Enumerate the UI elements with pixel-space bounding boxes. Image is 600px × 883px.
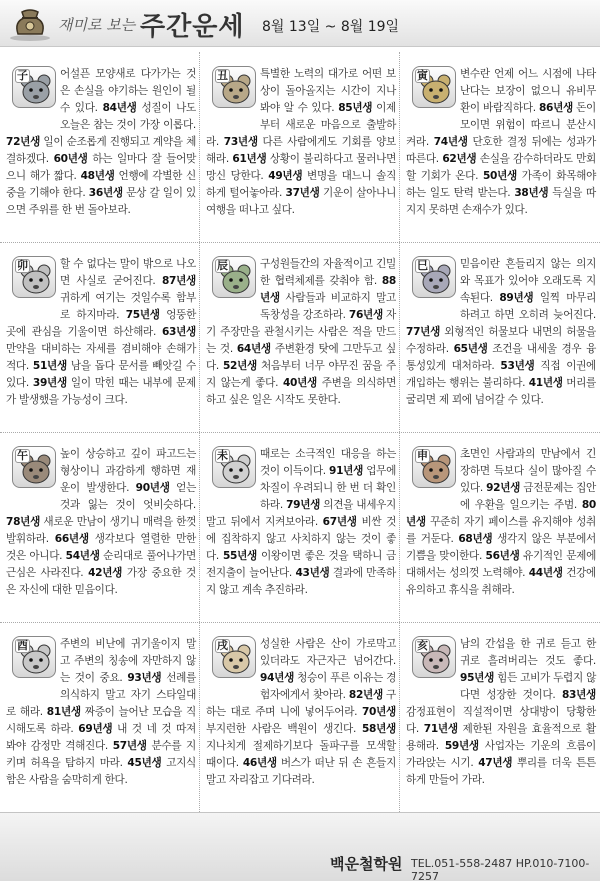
fortune-sentence: 주변환경 탓에 그만두고 싶다. xyxy=(206,343,396,372)
fortune-text xyxy=(206,66,396,219)
birth-year: 90년생 xyxy=(135,482,170,494)
fortune-text xyxy=(206,446,396,599)
fortune-sentence: 얻는 것과 잃는 것이 엇비슷하다. xyxy=(60,482,197,511)
birth-year: 50년생 xyxy=(482,170,517,182)
zodiac-hanja: 午 xyxy=(17,449,28,462)
fortune-text xyxy=(6,66,196,219)
fortune-sentence: 직접 이권에 개입하는 행위는 불리하다. xyxy=(406,360,596,389)
birth-year: 55년생 xyxy=(222,550,257,562)
birth-year: 46년생 xyxy=(242,757,277,769)
birth-year: 43년생 xyxy=(295,567,330,579)
birth-year: 57년생 xyxy=(112,740,147,752)
fortune-sentence: 금전문제는 집안에 우환을 일으키는 주범. xyxy=(460,482,596,511)
birth-year: 45년생 xyxy=(127,757,162,769)
zodiac-hanja: 巳 xyxy=(417,259,428,272)
birth-year: 92년생 xyxy=(486,482,521,494)
birth-year: 74년생 xyxy=(433,136,468,148)
birth-year: 82년생 xyxy=(348,689,383,701)
birth-year: 58년생 xyxy=(361,723,396,735)
fortune-sentence: 자기 주장만을 관철시키는 사람은 적을 만드는 것. xyxy=(206,309,396,355)
birth-year: 49년생 xyxy=(268,170,303,182)
zodiac-hanja: 卯 xyxy=(17,259,28,272)
birth-year: 69년생 xyxy=(78,723,113,735)
zodiac-hanja: 丑 xyxy=(217,69,228,82)
zodiac-cell xyxy=(202,242,400,430)
birth-year: 61년생 xyxy=(232,153,267,165)
birth-year: 56년생 xyxy=(485,550,520,562)
zodiac-hanja: 寅 xyxy=(417,69,428,82)
zodiac-hanja: 未 xyxy=(217,449,228,462)
fortune-sentence: 업무에 차질이 우려되니 한 번 더 확인하라. xyxy=(260,465,396,511)
birth-year: 52년생 xyxy=(222,360,257,372)
birth-year: 75년생 xyxy=(125,309,160,321)
birth-year: 71년생 xyxy=(423,723,458,735)
fortune-sentence: 제한된 자원을 효율적으로 활용해라. xyxy=(406,723,596,752)
fortune-bag-icon xyxy=(8,4,52,42)
fortune-sentence: 생각보다 열렬한 만한 것은 아니다. xyxy=(6,533,196,562)
fortune-sentence: 일이 순조롭게 진행되고 계약을 체결하겠다. xyxy=(6,136,196,165)
zodiac-hanja: 戌 xyxy=(217,639,228,652)
birth-year: 44년생 xyxy=(528,567,563,579)
footer xyxy=(0,812,600,881)
birth-year: 48년생 xyxy=(80,170,115,182)
fortune-text xyxy=(6,256,196,409)
birth-year: 60년생 xyxy=(53,153,88,165)
fortune-sentence: 선례를 의식하지 말고 자기 스타일대로 해라. xyxy=(6,672,197,718)
fortune-sentence: 짜증이 늘어난 모습을 직시해도록 하라. xyxy=(6,706,196,735)
birth-year: 59년생 xyxy=(444,740,479,752)
fortune-sentence: 순리대로 풀어나가면 근심은 사라진다. xyxy=(6,550,196,579)
birth-year: 88년생 xyxy=(260,275,396,304)
birth-year: 39년생 xyxy=(32,377,67,389)
fortune-grid xyxy=(0,52,600,812)
birth-year: 91년생 xyxy=(329,465,364,477)
fortune-sentence: 건강에 유의하고 휴식을 취해라. xyxy=(406,567,596,596)
birth-year: 79년생 xyxy=(286,499,321,511)
fortune-sentence: 버스가 떠난 뒤 손 흔들지 말고 자리잡고 기다려라. xyxy=(206,757,396,786)
birth-year: 85년생 xyxy=(338,102,373,114)
zodiac-cell xyxy=(202,432,400,620)
birth-year: 65년생 xyxy=(453,343,488,355)
birth-year: 72년생 xyxy=(6,136,41,148)
birth-year: 73년생 xyxy=(223,136,258,148)
fortune-sentence: 초면인 사람과의 만남에서 긴장하면 득보다 실이 많아질 수 있다. xyxy=(460,448,596,494)
birth-year: 81년생 xyxy=(46,706,81,718)
fortune-sentence: 남의 간섭을 한 귀로 듣고 한 귀로 흘려버리는 것도 좋다. xyxy=(460,638,596,667)
fortune-text xyxy=(406,66,596,219)
fortune-sentence: 상황이 불리하다고 물러나면 망신 당한다. xyxy=(206,153,396,182)
fortune-sentence: 이왕이면 좋은 것을 택하니 금전지출이 늘어난다. xyxy=(206,550,396,579)
birth-year: 62년생 xyxy=(442,153,477,165)
birth-year: 86년생 xyxy=(538,102,573,114)
fortune-sentence: 청승이 푸른 이유는 경험자에게서 찾아라. xyxy=(260,672,396,701)
zodiac-cell xyxy=(202,622,400,810)
fortune-sentence: 변수란 언제 어느 시점에 나타난다는 보장이 없으니 유비무환이 바람직하다. xyxy=(460,68,596,114)
birth-year: 66년생 xyxy=(54,533,89,545)
fortune-sentence: 구하는 대로 주며 니에 넣어두어라. xyxy=(206,689,396,718)
fortune-sentence: 이제부터 새로운 마음으로 출발하라. xyxy=(206,102,396,148)
birth-year: 87년생 xyxy=(161,275,196,287)
fortune-sentence: 유기적인 문제에 대해서는 성의껏 노력해야. xyxy=(406,550,596,579)
fortune-sentence: 득실을 따지지 못하면 손재수가 있다. xyxy=(406,187,596,216)
fortune-sentence: 의견을 내세우지 말고 뒤에서 지켜보아라. xyxy=(206,499,396,528)
fortune-text xyxy=(206,256,396,409)
fortune-sentence: 귀하게 여기는 것일수록 함부로 하지마라. xyxy=(60,292,196,321)
fortune-sentence: 단호한 결정 뒤에는 성과가 따른다. xyxy=(406,136,596,165)
fortune-sentence: 엉뚱한 곳에 관심을 기울이면 하산해라. xyxy=(6,309,196,338)
fortune-sentence: 일이 막힌 때는 내부에 문제가 발생했을 가능성이 크다. xyxy=(6,377,196,406)
fortune-sentence: 믿음이란 흔들리지 않는 의지와 목표가 있어야 오래도록 지속된다. xyxy=(460,258,596,304)
fortune-sentence: 돈이 모이면 위험이 따르니 분산시켜라. xyxy=(406,102,596,148)
birth-year: 38년생 xyxy=(514,187,549,199)
birth-year: 41년생 xyxy=(528,377,563,389)
fortune-sentence: 성질이 나도 오늘은 참는 것이 가장 이롭다. xyxy=(60,102,196,131)
birth-year: 93년생 xyxy=(127,672,162,684)
page-title: 주간운세 xyxy=(140,12,245,42)
fortune-sentence: 사람들과 비교하지 말고 독창성을 강조하라. xyxy=(260,292,396,321)
birth-year: 77년생 xyxy=(406,326,441,338)
fortune-text xyxy=(206,636,396,789)
contact-info: TEL.051-558-2487 HP.010-7100-7257 xyxy=(411,857,590,883)
zodiac-cell xyxy=(402,52,600,240)
fortune-sentence: 하는 일마다 잘 들어맞으니 해가 짧다. xyxy=(6,153,196,182)
birth-year: 83년생 xyxy=(561,689,596,701)
fortune-sentence: 변명을 대느니 솔직하게 털어놓아라. xyxy=(206,170,396,199)
zodiac-hanja: 亥 xyxy=(417,639,428,652)
zodiac-hanja: 子 xyxy=(17,69,28,82)
zodiac-cell xyxy=(402,622,600,810)
birth-year: 36년생 xyxy=(88,187,123,199)
fortune-sentence: 내 것 네 것 따져 봐야 감정만 격해진다. xyxy=(6,723,196,752)
fortune-text xyxy=(406,256,596,409)
birth-year: 95년생 xyxy=(460,672,495,684)
header xyxy=(0,0,600,47)
fortune-sentence: 가족이 화목해야 하는 일도 탄력 받는다. xyxy=(406,170,596,199)
fortune-sentence: 분수를 지키며 허욕을 탐하지 마라. xyxy=(6,740,196,769)
birth-year: 63년생 xyxy=(161,326,196,338)
fortune-sentence: 새로운 만남이 생기니 매력을 한껏 발휘하라. xyxy=(6,516,196,545)
fortune-sentence: 구성원들간의 자율적이고 긴밀한 협력체제를 갖춰야 함. xyxy=(260,258,396,287)
fortune-sentence: 머리를 굴리면 제 꾀에 넘어갈 수 있다. xyxy=(406,377,596,406)
zodiac-cell xyxy=(2,432,200,620)
birth-year: 84년생 xyxy=(102,102,137,114)
fortune-sentence: 감정표현이 직설적이면 상대방이 당황한다. xyxy=(406,706,596,735)
fortune-sentence: 특별한 노력의 대가로 어떤 보상이 돌아올지는 시간이 지나봐야 알 수 있다. xyxy=(260,68,396,114)
fortune-sentence: 조건을 내세울 경우 융통성있게 대처하라. xyxy=(406,343,596,372)
fortune-sentence: 만약을 대비하는 자세를 겸비해야 손해가 적다. xyxy=(6,343,196,372)
fortune-sentence: 할 수 없다는 말이 밖으로 나오면 사실로 굳어진다. xyxy=(60,258,196,287)
zodiac-hanja: 辰 xyxy=(217,259,228,272)
birth-year: 53년생 xyxy=(500,360,535,372)
birth-year: 89년생 xyxy=(499,292,534,304)
fortune-text xyxy=(406,636,596,789)
fortune-sentence: 높이 상승하고 깊이 파고드는 형상이니 과감하게 행하면 재운이 발생한다. xyxy=(60,448,196,494)
birth-year: 67년생 xyxy=(322,516,357,528)
academy-name: 백운철학원 xyxy=(330,855,403,873)
fortune-sentence: 사업자는 기운의 흐름이 가라앉는 시기. xyxy=(406,740,596,769)
fortune-sentence: 꾸준히 자기 페이스를 유지해야 성취를 거둔다. xyxy=(406,516,596,545)
fortune-text xyxy=(406,446,596,599)
fortune-sentence: 어설픈 모양새로 다가가는 것은 손실을 야기하는 원인이 될 수 있다. xyxy=(60,68,196,114)
birth-year: 54년생 xyxy=(65,550,100,562)
fortune-sentence: 생각지 않은 부분에서 기쁨을 맞이한다. xyxy=(406,533,596,562)
subtitle: 재미로 보는 xyxy=(58,16,136,34)
fortune-sentence: 언행에 각별한 신중을 기해야 한다. xyxy=(6,170,196,199)
fortune-sentence: 힘든 고비가 두렵지 않다면 성장한 것이다. xyxy=(460,672,596,701)
fortune-sentence: 가장 중요한 것은 자신에 대한 믿음이다. xyxy=(6,567,196,596)
zodiac-hanja: 酉 xyxy=(17,639,28,652)
zodiac-cell xyxy=(202,52,400,240)
fortune-sentence: 성실한 사람은 산이 가로막고 있더라도 자근자근 넘어간다. xyxy=(260,638,396,667)
fortune-sentence: 비싼 것에 집착하지 않고 사치하지 않는 것이 좋다. xyxy=(206,516,396,562)
fortune-sentence: 다른 사람에게도 기회를 양보해라. xyxy=(206,136,396,165)
birth-year: 70년생 xyxy=(361,706,396,718)
birth-year: 51년생 xyxy=(32,360,67,372)
fortune-sentence: 주변의 비난에 귀기울이지 말고 주변의 칭송에 자만하지 않는 것이 중요. xyxy=(60,638,196,684)
zodiac-cell xyxy=(402,432,600,620)
fortune-sentence: 결과에 만족하지 않고 계속 추진하라. xyxy=(206,567,396,596)
fortune-sentence: 지나치게 절제하기보다 돌파구를 모색할 때이다. xyxy=(206,740,396,769)
zodiac-cell xyxy=(402,242,600,430)
fortune-sentence: 외형적인 허물보다 내면의 허물을 수정하라. xyxy=(406,326,596,355)
fortune-sentence: 주변을 의식하면 하고 싶은 일은 시작도 못한다. xyxy=(206,377,396,406)
fortune-text xyxy=(6,446,196,599)
birth-year: 37년생 xyxy=(285,187,320,199)
birth-year: 64년생 xyxy=(236,343,271,355)
date-range: 8월 13일 ~ 8월 19일 xyxy=(262,19,400,35)
birth-year: 78년생 xyxy=(6,516,41,528)
fortune-sentence: 때로는 소극적인 대응을 하는 것이 이득이다. xyxy=(260,448,396,477)
birth-year: 68년생 xyxy=(458,533,493,545)
fortune-sentence: 처음부터 너무 야무진 꿈을 주지 않는게 좋다. xyxy=(206,360,396,389)
birth-year: 80년생 xyxy=(406,499,596,528)
fortune-sentence: 손실을 감수하더라도 만회할 기회가 온다. xyxy=(406,153,596,182)
zodiac-hanja: 申 xyxy=(417,449,428,462)
birth-year: 76년생 xyxy=(348,309,383,321)
birth-year: 47년생 xyxy=(478,757,513,769)
fortune-sentence: 남을 돕다 문서를 빼앗길 수 있다. xyxy=(6,360,196,389)
zodiac-cell xyxy=(2,52,200,240)
fortune-sentence: 문상 갈 일이 있으면 주위를 한 번 돌아보라. xyxy=(6,187,196,216)
fortune-sentence: 뿌리를 더욱 튼튼하게 만들어 가라. xyxy=(406,757,596,786)
fortune-sentence: 기운이 살아나니 여행을 떠나고 싶다. xyxy=(206,187,396,216)
fortune-text xyxy=(6,636,196,789)
fortune-sentence: 일찍 마무리 하려고 하면 오히려 늦어진다. xyxy=(460,292,597,321)
birth-year: 94년생 xyxy=(260,672,295,684)
birth-year: 40년생 xyxy=(282,377,317,389)
zodiac-cell xyxy=(2,242,200,430)
birth-year: 42년생 xyxy=(88,567,123,579)
fortune-sentence: 부지런한 사람은 백원이 생긴다. xyxy=(206,723,362,735)
zodiac-cell xyxy=(2,622,200,810)
fortune-sentence: 고지식함은 사람을 숨막히게 한다. xyxy=(6,757,196,786)
